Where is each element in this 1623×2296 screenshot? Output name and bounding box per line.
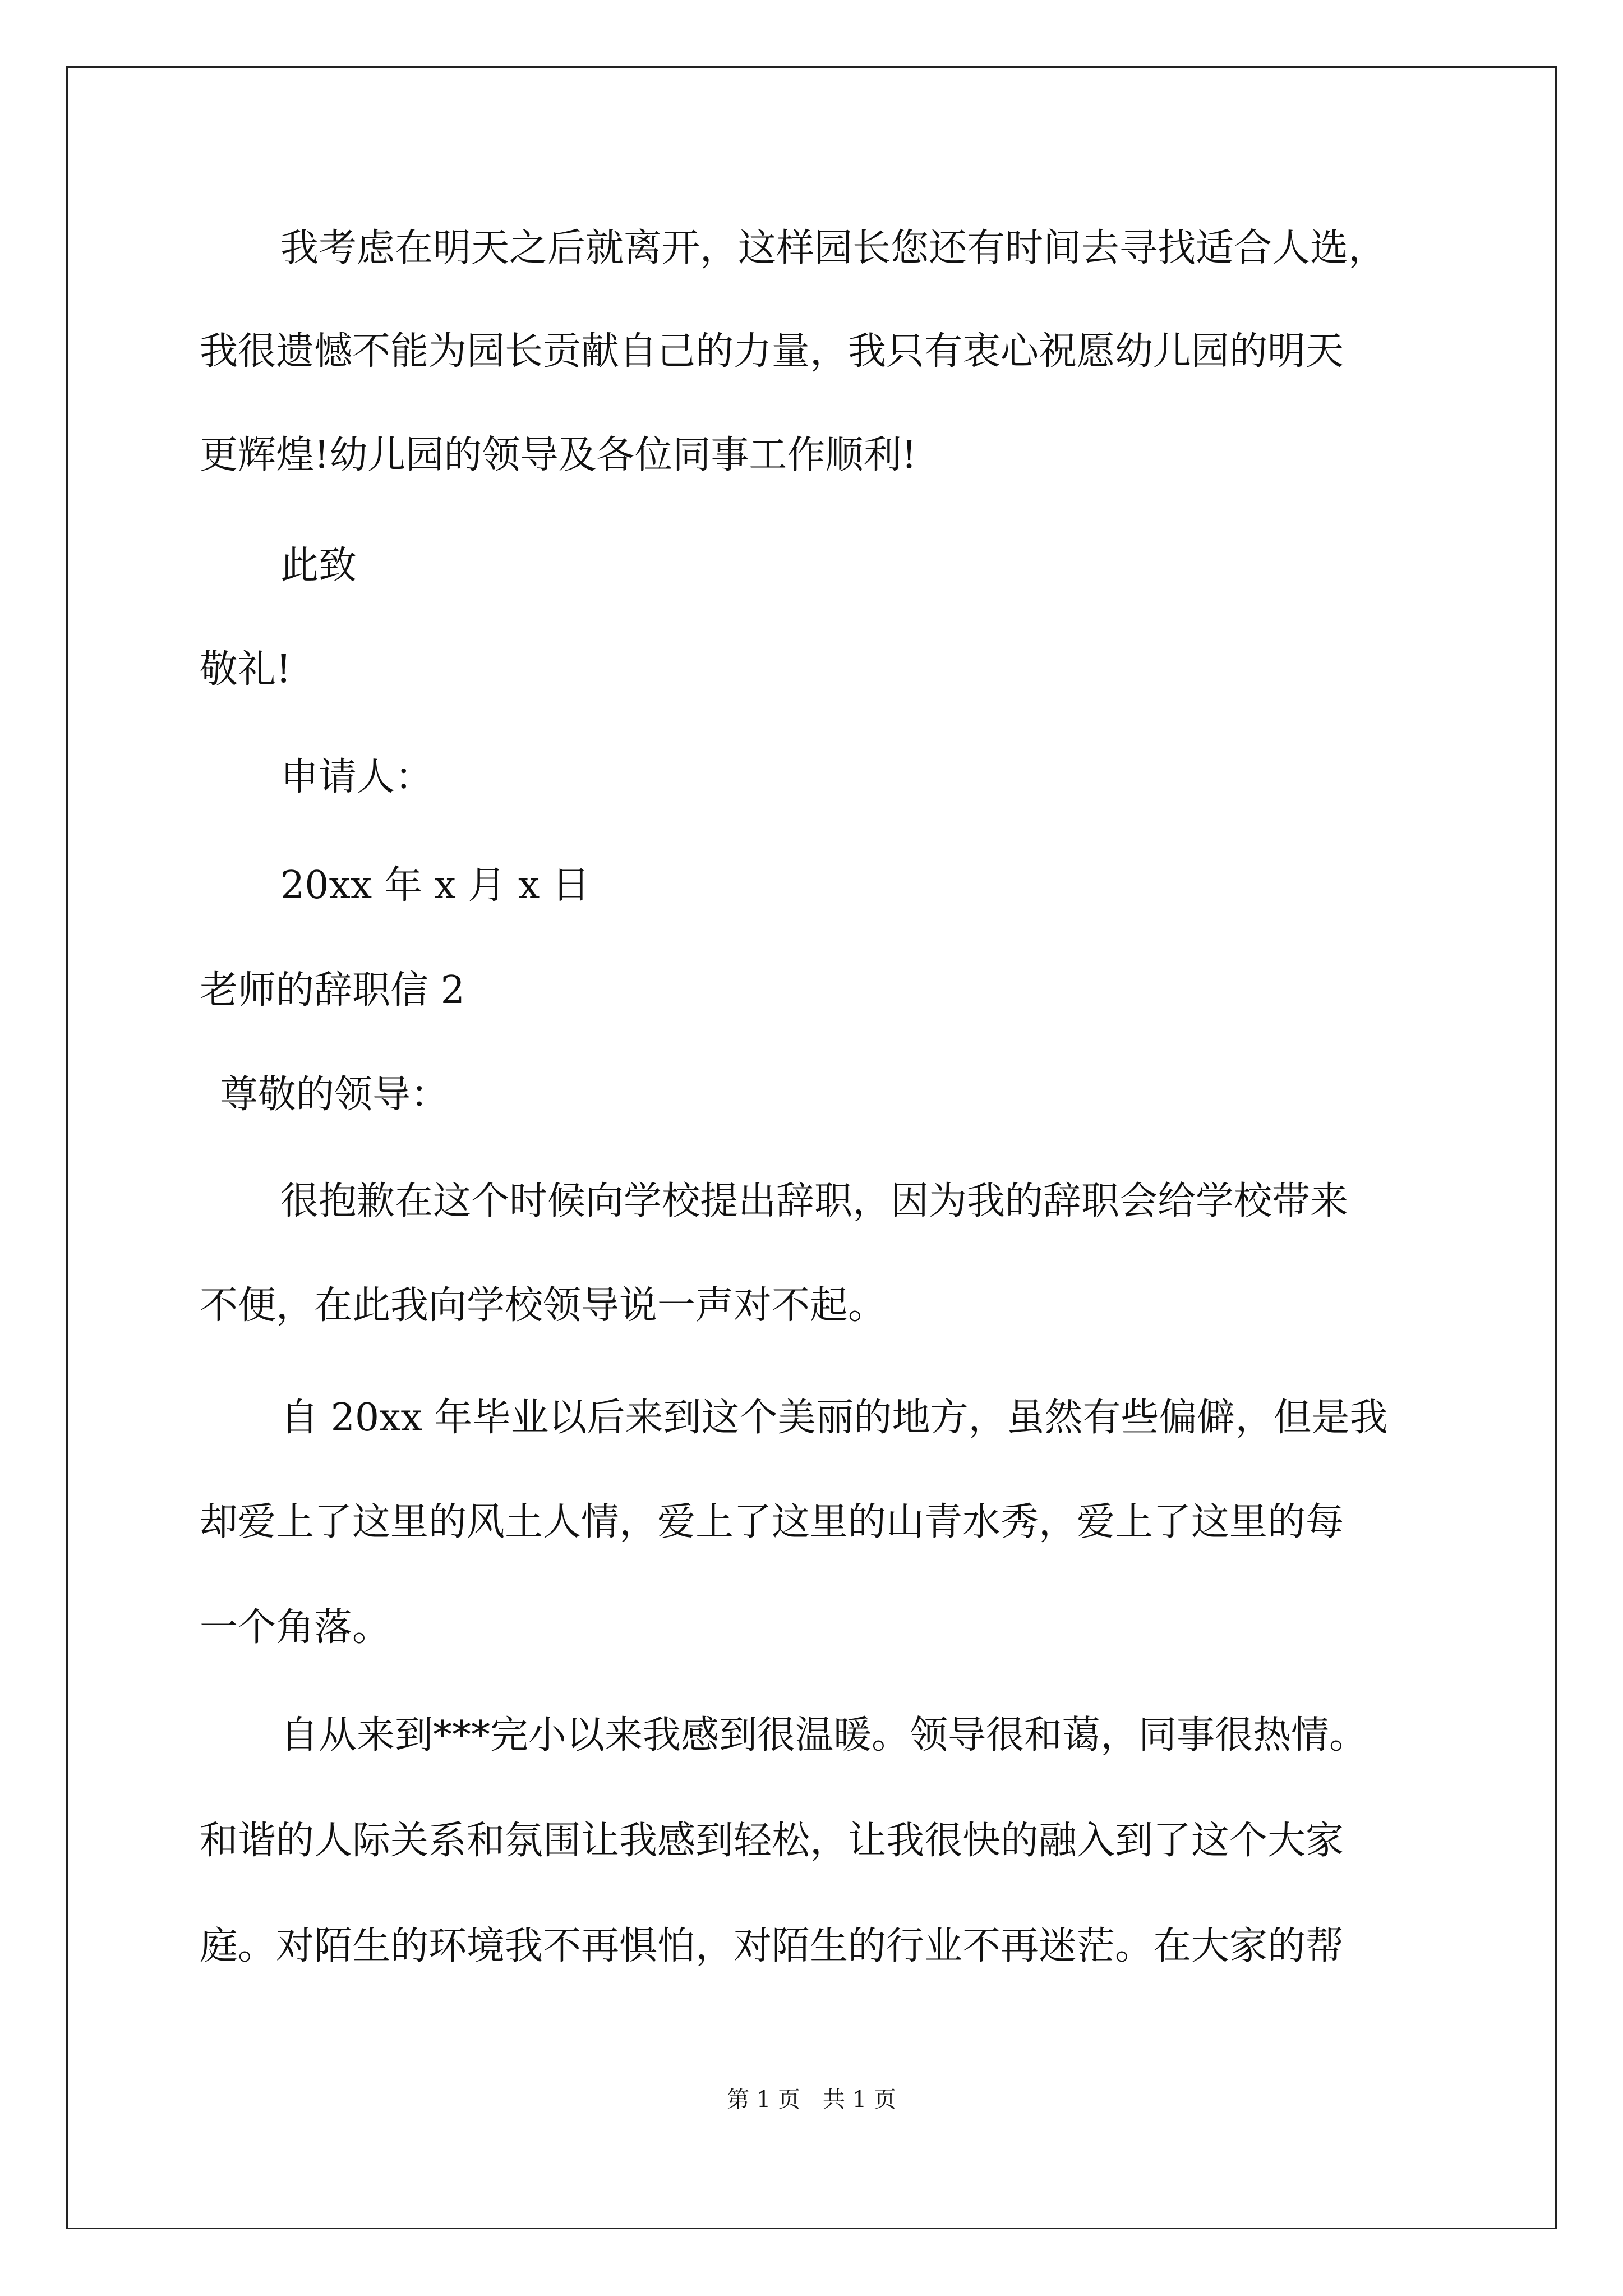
paragraph-line: 我很遗憾不能为园长贡献自己的力量，我只有衷心祝愿幼儿园的明天 bbox=[200, 329, 1344, 374]
applicant-label: 申请人： bbox=[280, 755, 434, 799]
paragraph-line: 一个角落。 bbox=[200, 1605, 391, 1650]
date-line: 20xx 年 x 月 x 日 bbox=[280, 863, 591, 908]
paragraph-line: 更辉煌!幼儿园的领导及各位同事工作顺利! bbox=[200, 433, 917, 477]
paragraph-line: 庭。对陌生的环境我不再惧怕，对陌生的行业不再迷茫。在大家的帮 bbox=[200, 1924, 1344, 1968]
paragraph-line: 很抱歉在这个时候向学校提出辞职，因为我的辞职会给学校带来 bbox=[280, 1179, 1349, 1223]
page-border bbox=[66, 66, 1557, 2229]
paragraph-line: 和谐的人际关系和氛围让我感到轻松，让我很快的融入到了这个大家 bbox=[200, 1819, 1344, 1863]
paragraph-line: 不便，在此我向学校领导说一声对不起。 bbox=[200, 1283, 887, 1328]
paragraph-line: 自 20xx 年毕业以后来到这个美丽的地方，虽然有些偏僻，但是我 bbox=[280, 1396, 1388, 1440]
closing-salutation: 此致 bbox=[280, 544, 357, 588]
paragraph-line: 自从来到***完小以来我感到很温暖。领导很和蔼，同事很热情。 bbox=[280, 1713, 1368, 1757]
paragraph-line: 我考虑在明天之后就离开，这样园长您还有时间去寻找适合人选， bbox=[280, 226, 1387, 270]
section-title: 老师的辞职信 2 bbox=[200, 968, 465, 1013]
closing-respect: 敬礼! bbox=[200, 647, 292, 692]
paragraph-line: 却爱上了这里的风土人情，爱上了这里的山青水秀，爱上了这里的每 bbox=[200, 1500, 1344, 1544]
page-footer: 第 1 页 共 1 页 bbox=[727, 2087, 896, 2113]
greeting-line: 尊敬的领导： bbox=[220, 1073, 449, 1117]
